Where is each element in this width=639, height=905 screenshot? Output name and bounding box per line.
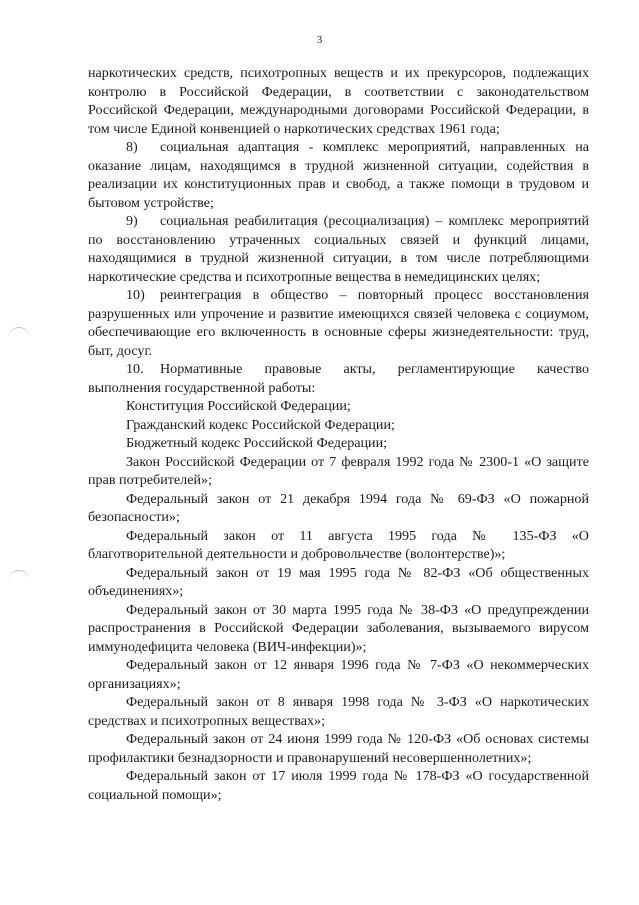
legal-act-item: Федеральный закон от 17 июля 1999 года № 178-ФЗ «О государственной социальной помощи»; (88, 768, 589, 803)
document-body (88, 64, 589, 804)
legal-act-item: Федеральный закон от 8 января 1998 года № 3-ФЗ «О наркотических средствах и психотропных веществах»; (88, 694, 589, 729)
item-number: 10) (126, 287, 145, 303)
margin-scan-mark (8, 570, 30, 581)
list-item (88, 286, 589, 360)
legal-act-item: Федеральный закон от 21 декабря 1994 года № 69-ФЗ «О пожарной безопасности»; (88, 490, 589, 525)
legal-act-item: Федеральный закон от 11 августа 1995 года № 135-ФЗ «О благотворительной деятельности и добровольчестве (волонтерстве)»; (88, 527, 589, 562)
section-number: 10. (126, 361, 144, 377)
legal-act-item: Федеральный закон от 12 января 1996 года № 7-ФЗ «О некоммерческих организациях»; (88, 657, 589, 692)
legal-act-item: Федеральный закон от 30 марта 1995 года № 38-ФЗ «О предупреждении распространения в Российской Федерации заболевания, вызываемого вирусом иммунодефицита человека (ВИЧ-инфекции)»; (88, 601, 589, 655)
paragraph: наркотических средств, психотропных веществ и их прекурсоров, подлежащих контролю в Российской Федерации, в соответствии с законодательством Российской Федерации, международными договорами Российской Федерации, в том числе Единой конвенцией о наркотических средствах 1961 года; (88, 65, 589, 137)
legal-act-item: Федеральный закон от 19 мая 1995 года № 82-ФЗ «Об общественных объединениях»; (88, 564, 589, 599)
item-text: реинтеграция в общество – повторный процесс восстановления разрушенных или упрочение и развитие имеющихся связей человека с социумом, обеспечивающие его включенность в основные сферы жизнедеятельности: труд, быт, досуг. (88, 287, 589, 359)
item-number: 9) (126, 213, 138, 229)
list-item (88, 138, 589, 212)
legal-act-item: Бюджетный кодекс Российской Федерации; (126, 435, 388, 451)
item-number: 8) (126, 139, 138, 155)
legal-act-item: Гражданский кодекс Российской Федерации; (126, 416, 395, 433)
item-text: социальная адаптация - комплекс мероприятий, направленных на оказание лицам, находящимся в трудной жизненной ситуации, содействия в реализации их конституционных прав и свобод, а также помощи в трудовом и бытовом устройстве; (88, 139, 589, 211)
section-heading (88, 360, 589, 397)
legal-act-item: Конституция Российской Федерации; (126, 398, 351, 414)
margin-scan-mark (8, 327, 30, 338)
list-item (88, 212, 589, 286)
section-text: Нормативные правовые акты, регламентирующие качество выполнения государственной работы: (88, 361, 589, 396)
legal-act-item: Закон Российской Федерации от 7 февраля 1992 года № 2300-1 «О защите прав потребителей»; (88, 453, 589, 488)
legal-act-item: Федеральный закон от 24 июня 1999 года № 120-ФЗ «Об основах системы профилактики безнадзорности и правонарушений несовершеннолетних»; (88, 731, 589, 766)
item-text: социальная реабилитация (ресоциализация) – комплекс мероприятий по восстановлению утраченных социальных связей и функций лицами, находящимися в трудной жизненной ситуации, в том числе потребляющими наркотические средства и психотропные вещества в немедицинских целях; (88, 213, 589, 285)
page-number: 3 (316, 34, 323, 46)
